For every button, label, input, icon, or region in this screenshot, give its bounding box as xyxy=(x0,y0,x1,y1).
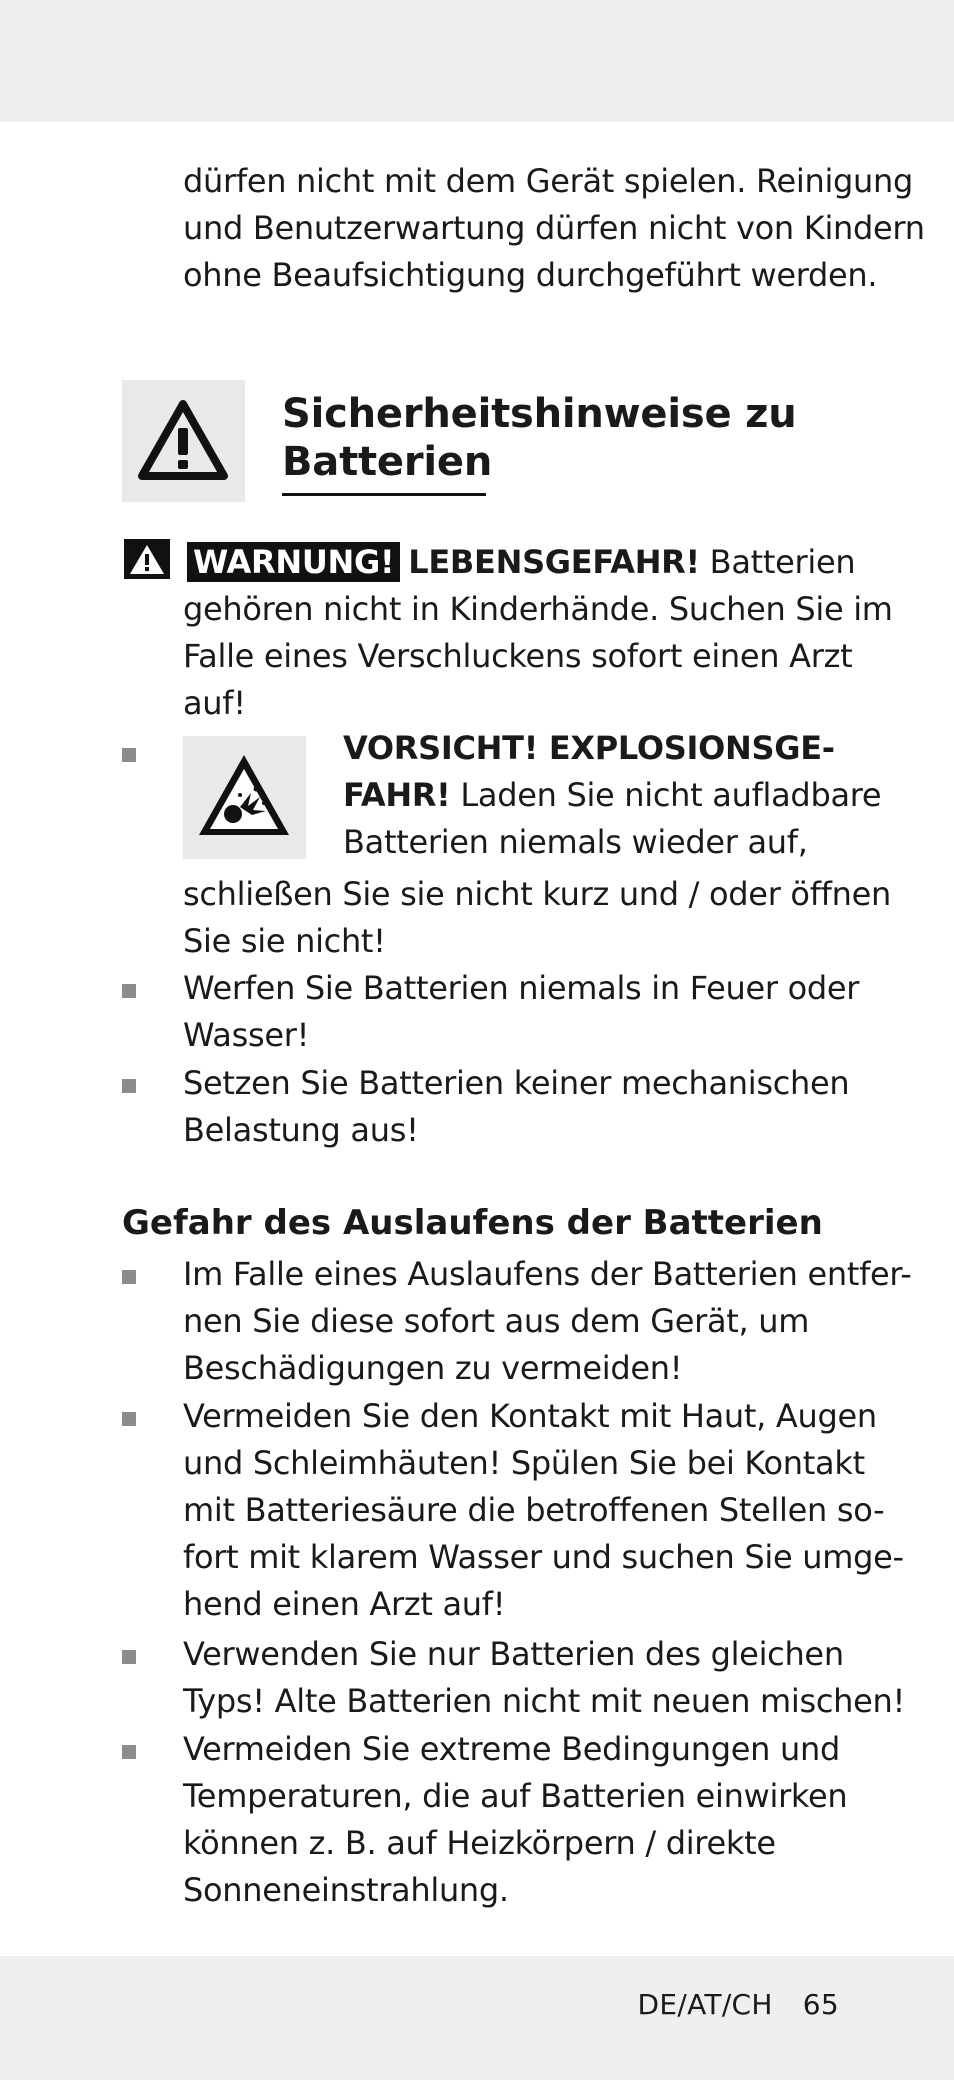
warning-first-line xyxy=(187,539,855,586)
list-bullet xyxy=(122,1079,136,1093)
warning-line: Falle eines Verschluckens sofort einen Arzt xyxy=(183,637,853,675)
intro-line: ohne Beaufsichtigung durchgeführt werden. xyxy=(183,256,878,294)
explosion-text: Laden Sie nicht aufladbare xyxy=(450,776,882,814)
list-item-line: und Schleimhäuten! Spülen Sie bei Kontakt xyxy=(183,1444,865,1482)
section-title-line: Batterien xyxy=(282,439,493,485)
list-bullet xyxy=(122,1412,136,1426)
list-bullet xyxy=(122,984,136,998)
list-item-line: Werfen Sie Batterien niemals in Feuer oder xyxy=(183,969,860,1007)
list-item-line: können z. B. auf Heizkörpern / direkte xyxy=(183,1824,776,1862)
explosion-line: Sie sie nicht! xyxy=(183,922,386,960)
explosion-bold-line: VORSICHT! EXPLOSIONSGE- xyxy=(343,729,835,767)
list-item-line: Vermeiden Sie den Kontakt mit Haut, Augen xyxy=(183,1397,877,1435)
page-header-band xyxy=(0,0,954,122)
page-number: 65 xyxy=(802,1988,839,2021)
list-item xyxy=(183,1251,911,1392)
list-item-line: Vermeiden Sie extreme Bedingungen und xyxy=(183,1730,840,1768)
explosion-line: schließen Sie sie nicht kurz und / oder öffnen xyxy=(183,875,891,913)
explosion-bold-text: FAHR! xyxy=(343,776,451,814)
list-item-line: Belastung aus! xyxy=(183,1111,419,1149)
list-item-line: Setzen Sie Batterien keiner mechanischen xyxy=(183,1064,850,1102)
list-bullet xyxy=(122,1650,136,1664)
warning-triangle-icon xyxy=(122,380,245,502)
intro-line: dürfen nicht mit dem Gerät spielen. Reinigung xyxy=(183,162,914,200)
warning-line: auf! xyxy=(183,684,246,722)
footer-region: DE/AT/CH xyxy=(637,1988,773,2021)
warning-text-lines xyxy=(183,586,893,727)
title-underline xyxy=(282,493,486,496)
list-item xyxy=(183,1726,847,1914)
list-bullet xyxy=(122,1745,136,1759)
warning-text: Batterien xyxy=(699,543,856,581)
list-item-line: Verwenden Sie nur Batterien des gleichen xyxy=(183,1635,844,1673)
list-item-line: fort mit klarem Wasser und suchen Sie umge- xyxy=(183,1538,904,1576)
list-item-line: Beschädigungen zu vermeiden! xyxy=(183,1349,683,1387)
list-item-line: Im Falle eines Auslaufens der Batterien entfer- xyxy=(183,1255,912,1293)
list-item-line: hend einen Arzt auf! xyxy=(183,1585,506,1623)
list-item-line: Wasser! xyxy=(183,1016,310,1054)
list-item xyxy=(183,1393,904,1628)
list-item xyxy=(183,1060,849,1154)
warning-bold-text: LEBENSGEFAHR! xyxy=(408,543,700,581)
page-footer xyxy=(638,1988,839,2021)
list-bullet xyxy=(122,1270,136,1284)
explosion-continuation xyxy=(183,871,891,965)
warning-badge: WARNUNG! xyxy=(187,542,400,582)
intro-line: und Benutzerwartung dürfen nicht von Kindern xyxy=(183,209,925,247)
warning-triangle-small-icon xyxy=(124,539,170,592)
explosion-line: Batterien niemals wieder auf, xyxy=(343,823,808,861)
explosion-warning xyxy=(343,725,881,866)
warning-line: gehören nicht in Kinderhände. Suchen Sie im xyxy=(183,590,893,628)
list-item-line: nen Sie diese sofort aus dem Gerät, um xyxy=(183,1302,810,1340)
explosion-line xyxy=(343,772,881,819)
list-item-line: Typs! Alte Batterien nicht mit neuen mischen! xyxy=(183,1682,906,1720)
intro-paragraph xyxy=(183,158,925,299)
list-bullet xyxy=(122,748,136,762)
list-item xyxy=(183,965,859,1059)
section-title-line: Sicherheitshinweise zu xyxy=(282,391,797,437)
section-title xyxy=(282,390,797,486)
list-item-line: Temperaturen, die auf Batterien einwirken xyxy=(183,1777,848,1815)
explosive-hazard-icon xyxy=(183,736,306,859)
list-item-line: Sonneneinstrahlung. xyxy=(183,1871,509,1909)
subsection-heading: Gefahr des Auslaufens der Batterien xyxy=(122,1203,823,1243)
list-item xyxy=(183,1631,905,1725)
list-item-line: mit Batteriesäure die betroffenen Stellen so- xyxy=(183,1491,885,1529)
